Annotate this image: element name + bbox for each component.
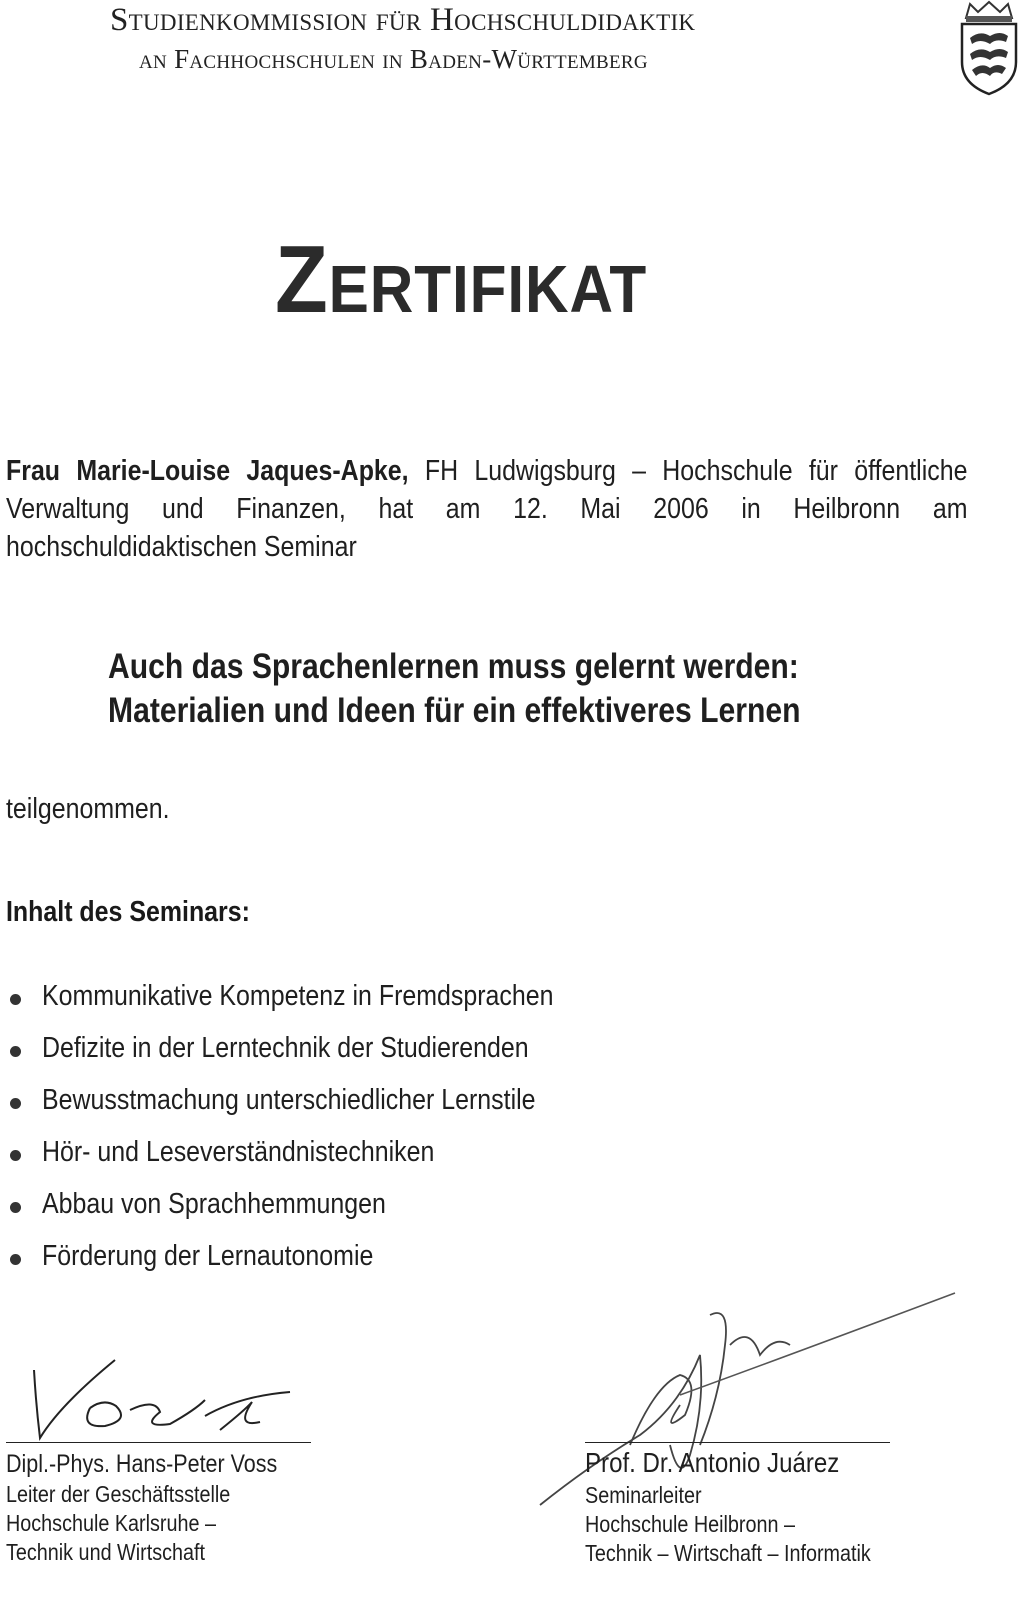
content-heading: Inhalt des Seminars:: [6, 896, 250, 928]
topic-text: Hör- und Leseverständnistechniken: [42, 1136, 435, 1168]
left-signer-role: Leiter der Geschäftsstelle: [6, 1481, 231, 1507]
right-signer-institution-1: Hochschule Heilbronn –: [585, 1511, 796, 1537]
left-signer-institution-1: Hochschule Karlsruhe –: [6, 1510, 217, 1536]
right-signer-institution-2: Technik – Wirtschaft – Informatik: [585, 1540, 871, 1566]
right-signer-role: Seminarleiter: [585, 1482, 702, 1508]
header-line-2: an Fachhochschulen in Baden-Württemberg: [139, 44, 648, 74]
bullet-icon: [10, 1046, 21, 1057]
header-line-1: Studienkommission für Hochschuldidaktik: [110, 2, 696, 38]
left-signer-institution-2: Technik und Wirtschaft: [6, 1539, 205, 1565]
seminar-title-line-2: Materialien und Ideen für ein effektiveres Lernen: [108, 691, 801, 730]
bullet-icon: [10, 1254, 21, 1265]
topic-text: Defizite in der Lerntechnik der Studierenden: [42, 1032, 529, 1064]
topic-text: Förderung der Lernautonomie: [42, 1240, 374, 1272]
topic-text: Abbau von Sprachhemmungen: [42, 1188, 386, 1220]
signature-line-right: [585, 1442, 890, 1443]
topic-text: Kommunikative Kompetenz in Fremdsprachen: [42, 980, 554, 1012]
left-signer-name: Dipl.-Phys. Hans-Peter Voss: [6, 1450, 278, 1478]
bullet-icon: [10, 1098, 21, 1109]
certificate-title: Zertifikat: [275, 226, 648, 333]
signature-line-left: [6, 1442, 311, 1443]
intro-paragraph: [6, 452, 967, 566]
bullet-icon: [10, 1202, 21, 1213]
signature-voss: [20, 1350, 310, 1450]
bullet-icon: [10, 994, 21, 1005]
recipient-name: Frau Marie-Louise Jaques-Apke,: [6, 455, 409, 487]
topic-text: Bewusstmachung unterschiedlicher Lernstile: [42, 1084, 536, 1116]
right-signer-name: Prof. Dr. Antonio Juárez: [585, 1447, 840, 1478]
seminar-title: [108, 645, 801, 733]
bullet-icon: [10, 1150, 21, 1161]
intro-text: FH Ludwigsburg – Hochschule für öffentliche Verwaltung und Finanzen, hat am 12. Mai 2006 in Heilbronn am hochschuldidaktischen Seminar: [6, 455, 968, 563]
seminar-title-line-1: Auch das Sprachenlernen muss gelernt werden:: [108, 647, 799, 686]
closing-text: teilgenommen.: [6, 793, 170, 825]
coat-of-arms-icon: [956, 0, 1022, 96]
